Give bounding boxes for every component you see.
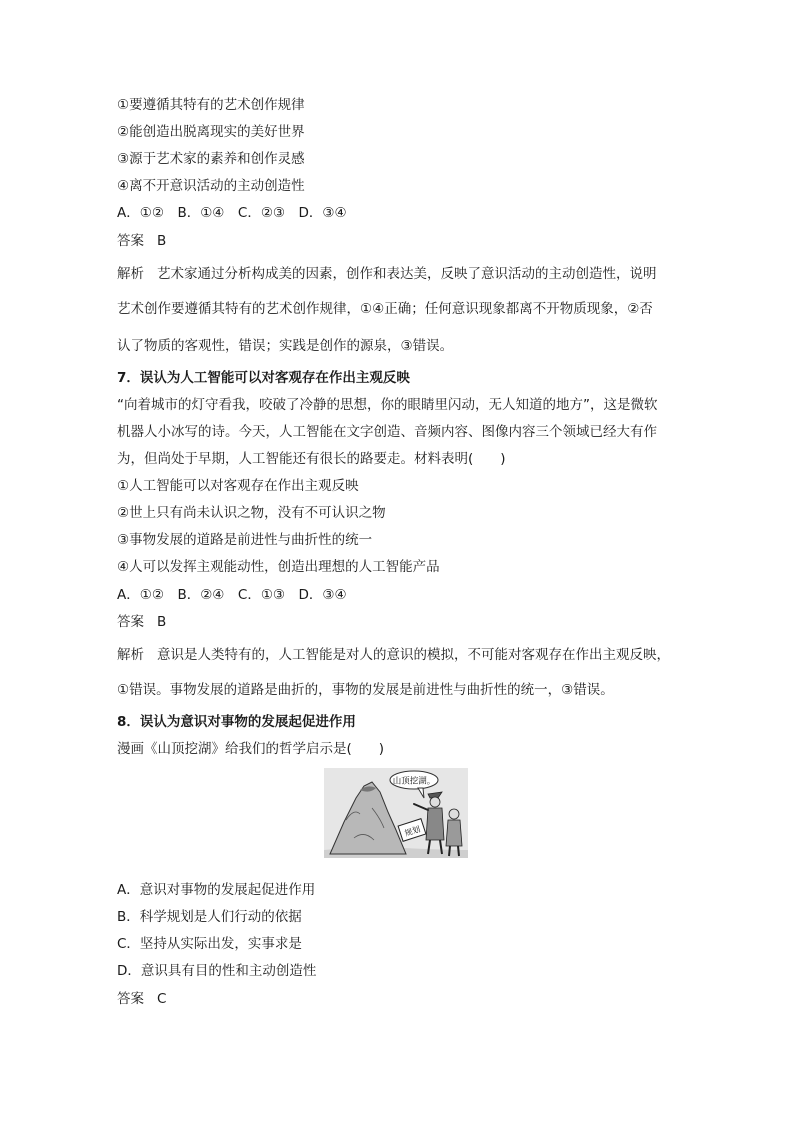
q6-option-1: ①要遵循其特有的艺术创作规律 (117, 97, 305, 113)
q6-answer (117, 232, 166, 250)
q6-option-3: ③源于艺术家的素养和创作灵感 (117, 151, 305, 167)
answer-value: B (157, 614, 167, 630)
q7-stem-line-2: 机器人小冰写的诗。今天，人工智能在文字创造、音频内容、图像内容三个领域已经大有作 (117, 424, 657, 440)
cartoon-mountain-lake (324, 768, 468, 858)
q8-option-b: B．科学规划是人们行动的依据 (117, 909, 302, 925)
q7-choices: A．①② B．②④ C．①③ D．③④ (117, 587, 347, 603)
q7-stem-line-1: “向着城市的灯守看我，咬破了冷静的思想，你的眼睛里闪动，无人知道的地方”，这是微软 (117, 397, 658, 413)
q6-option-2: ②能创造出脱离现实的美好世界 (117, 124, 305, 140)
analysis-text: 意识是人类特有的，人工智能是对人的意识的模拟，不可能对客观存在作出主观反映， (157, 647, 670, 663)
q7-option-4: ④人可以发挥主观能动性，创造出理想的人工智能产品 (117, 559, 440, 575)
answer-label: 答案 (117, 233, 144, 249)
cartoon-bubble-text: 山顶挖湖。 (392, 776, 436, 787)
q7-option-3: ③事物发展的道路是前进性与曲折性的统一 (117, 532, 373, 548)
q6-option-4: ④离不开意识活动的主动创造性 (117, 178, 305, 194)
analysis-text: 艺术家通过分析构成美的因素，创作和表达美，反映了意识活动的主动创造性，说明 (157, 266, 657, 282)
q6-analysis-line-2: 艺术创作要遵循其特有的艺术创作规律，①④正确；任何意识现象都离不开物质现象，②否 (117, 301, 653, 317)
q7-option-2: ②世上只有尚未认识之物，没有不可认识之物 (117, 505, 386, 521)
q8-option-d: D．意识具有目的性和主动创造性 (117, 963, 317, 979)
q7-option-1: ①人工智能可以对客观存在作出主观反映 (117, 478, 359, 494)
q6-analysis-line-3: 认了物质的客观性，错误；实践是创作的源泉，③错误。 (117, 338, 454, 354)
cartoon-sign-text: 规划 (403, 824, 422, 839)
answer-value: B (157, 233, 167, 249)
q7-heading: 7．误认为人工智能可以对客观存在作出主观反映 (117, 370, 410, 386)
analysis-label: 解析 (117, 266, 144, 282)
q8-heading: 8．误认为意识对事物的发展起促进作用 (117, 714, 356, 730)
q8-answer (117, 990, 166, 1008)
answer-value: C (157, 991, 167, 1007)
analysis-label: 解析 (117, 647, 144, 663)
q7-answer (117, 613, 166, 631)
q8-option-a: A．意识对事物的发展起促进作用 (117, 882, 316, 898)
answer-label: 答案 (117, 991, 144, 1007)
q7-analysis-line-2: ①错误。事物发展的道路是曲折的，事物的发展是前进性与曲折性的统一，③错误。 (117, 682, 614, 698)
q8-option-c: C．坚持从实际出发，实事求是 (117, 936, 302, 952)
q6-choices: A．①② B．①④ C．②③ D．③④ (117, 205, 347, 221)
q6-analysis-line-1 (117, 265, 657, 283)
q7-stem-line-3: 为，但尚处于早期，人工智能还有很长的路要走。材料表明( ) (117, 451, 506, 467)
q7-analysis-line-1 (117, 646, 670, 664)
q8-stem: 漫画《山顶挖湖》给我们的哲学启示是( ) (117, 741, 385, 757)
answer-label: 答案 (117, 614, 144, 630)
